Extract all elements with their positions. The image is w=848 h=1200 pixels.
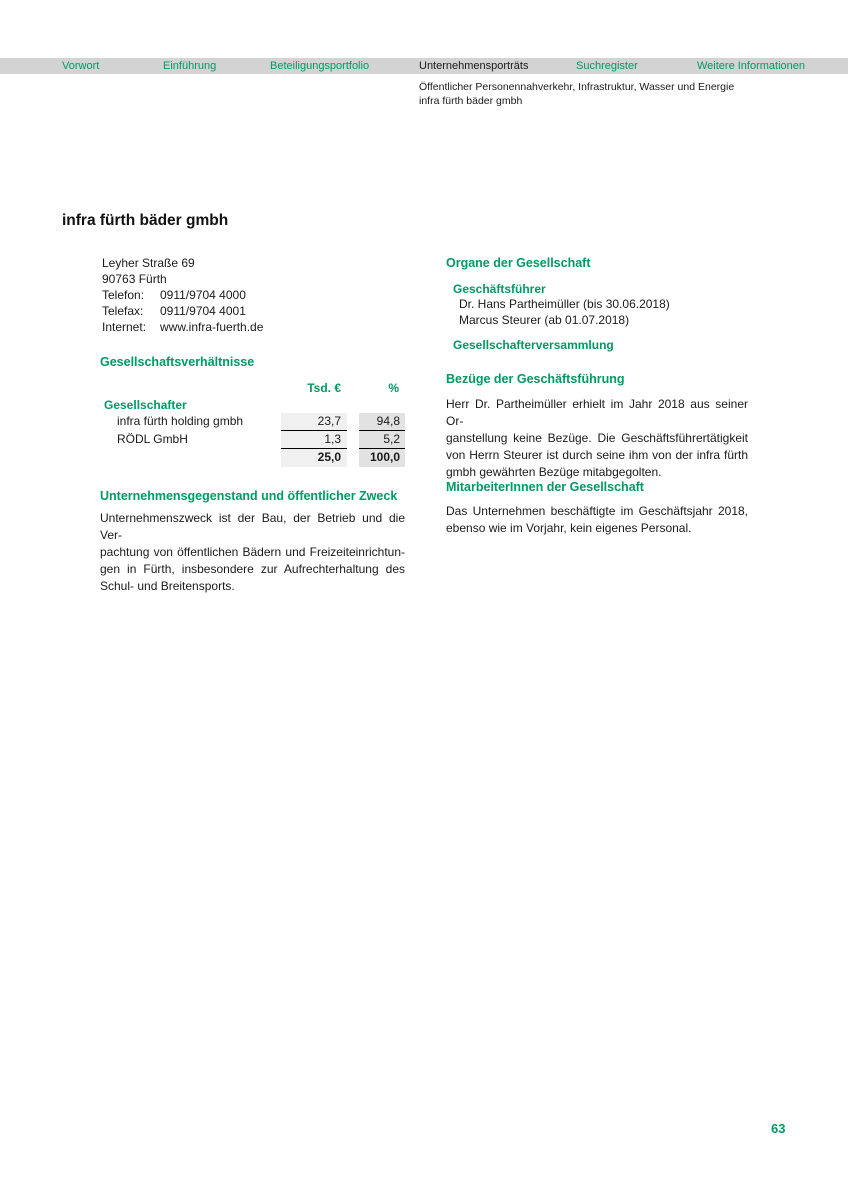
- contact-fax-value: 0911/9704 4001: [160, 304, 246, 318]
- subheading-assembly: Gesellschafterversammlung: [453, 338, 614, 352]
- shareholdings-table: [100, 381, 405, 467]
- shareholder-name: RÖDL GmbH: [117, 432, 188, 446]
- table-header-row: [100, 381, 405, 398]
- contact-street: Leyher Straße 69: [102, 256, 195, 270]
- total-spacer: [100, 449, 281, 467]
- table-header-percent: %: [388, 381, 399, 395]
- nav-item-unternehmensportraets[interactable]: Unternehmensporträts: [419, 59, 529, 72]
- total-value: 25,0: [281, 449, 347, 467]
- shareholder-value: 23,7: [281, 413, 347, 431]
- cell-gap: [347, 413, 359, 431]
- contact-phone-label: Telefon:: [102, 288, 145, 302]
- shareholder-percent: 94,8: [359, 413, 405, 431]
- contact-city: 90763 Fürth: [102, 272, 167, 286]
- nav-item-suchregister[interactable]: Suchregister: [576, 59, 638, 72]
- table-group-label: Gesellschafter: [104, 398, 187, 412]
- table-row: [100, 431, 405, 449]
- remuneration-paragraph: Herr Dr. Partheimüller erhielt im Jahr 2018 aus seiner Or- ganstellung keine Bezüge. Die Geschäftsführertätigkeit von Herrn Steurer ist durch seine ihm von der infra fürth gmbh gewährten Bezüge mitabgegolten.: [446, 397, 748, 479]
- contact-internet: [102, 319, 263, 335]
- contact-fax: [102, 303, 263, 319]
- contact-block: [102, 255, 263, 335]
- breadcrumb-category: Öffentlicher Personennahverkehr, Infrastruktur, Wasser und Energie: [419, 81, 735, 93]
- contact-phone-value: 0911/9704 4000: [160, 288, 246, 302]
- table-header-unit: Tsd. €: [307, 381, 341, 395]
- employees-paragraph: Das Unternehmen beschäftigte im Geschäftsjahr 2018, ebenso wie im Vorjahr, kein eigenes Personal.: [446, 504, 748, 535]
- section-heading-employees: MitarbeiterInnen der Gesellschaft: [446, 480, 644, 494]
- total-percent: 100,0: [359, 449, 405, 467]
- contact-fax-label: Telefax:: [102, 304, 144, 318]
- shareholder-value: 1,3: [281, 431, 347, 449]
- cell-gap: [347, 431, 359, 449]
- shareholder-percent: 5,2: [359, 431, 405, 449]
- table-header-spacer: [100, 381, 281, 398]
- manager-list: Dr. Hans Partheimüller (bis 30.06.2018) Marcus Steurer (ab 01.07.2018): [459, 297, 670, 327]
- table-total-row: [100, 449, 405, 467]
- contact-phone: [102, 287, 263, 303]
- section-heading-remuneration: Bezüge der Geschäftsführung: [446, 372, 625, 386]
- top-navigation-bar: [0, 58, 848, 74]
- section-heading-purpose: Unternehmensgegenstand und öffentlicher Zweck: [100, 489, 398, 503]
- shareholder-name: infra fürth holding gmbh: [117, 414, 244, 428]
- page-title: infra fürth bäder gmbh: [62, 212, 229, 230]
- contact-internet-value: www.infra-fuerth.de: [160, 320, 264, 334]
- nav-item-einfuehrung[interactable]: Einführung: [163, 59, 217, 72]
- breadcrumb-company: infra fürth bäder gmbh: [419, 95, 523, 107]
- nav-item-vorwort[interactable]: Vorwort: [62, 59, 100, 72]
- breadcrumb: [419, 80, 734, 108]
- nav-item-beteiligungsportfolio[interactable]: Beteiligungsportfolio: [270, 59, 370, 72]
- contact-internet-label: Internet:: [102, 320, 147, 334]
- section-heading-shareholdings: Gesellschaftsverhältnisse: [100, 355, 255, 369]
- subheading-management: Geschäftsführer: [453, 282, 546, 296]
- purpose-paragraph: Unternehmenszweck ist der Bau, der Betrieb und die Ver- pachtung von öffentlichen Bädern und Freizeiteinrichtun- gen in Fürth, insbesondere zur Aufrechterhaltung des Schul- und Breitensports.: [100, 511, 405, 593]
- cell-gap: [347, 449, 359, 467]
- page-number: 63: [771, 1121, 786, 1136]
- nav-item-weitere-informationen[interactable]: Weitere Informationen: [697, 59, 806, 72]
- section-heading-organs: Organe der Gesellschaft: [446, 256, 591, 270]
- table-row: [100, 413, 405, 431]
- table-header-gap: [347, 381, 359, 398]
